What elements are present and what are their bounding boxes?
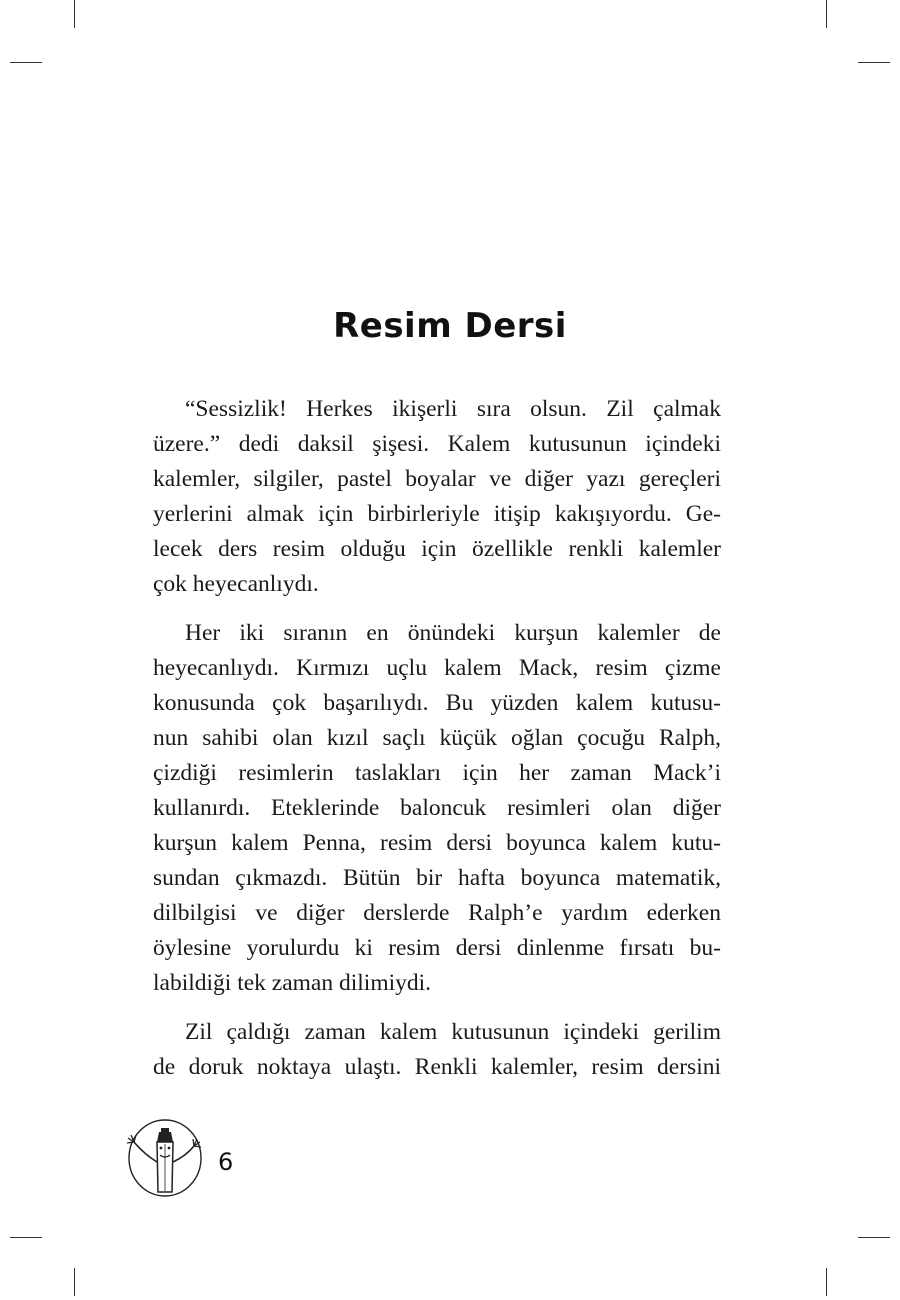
text-line: üzere.” dedi daksil şişesi. Kalem kutusunun içindeki: [153, 431, 721, 457]
body-text: [153, 392, 721, 1085]
text-line: kalemler, silgiler, pastel boyalar ve diğer yazı gereçleri: [153, 466, 721, 492]
text-line: heyecanlıydı. Kırmızı uçlu kalem Mack, resim çizme: [153, 655, 721, 681]
text-line: “Sessizlik! Herkes ikişerli sıra olsun. Zil çalmak: [185, 396, 721, 422]
text-line: yerlerini almak için birbirleriyle itişip kakışıyordu. Ge-: [153, 501, 721, 527]
chapter-title: Resim Dersi: [333, 306, 567, 346]
text-line: çok heyecanlıydı.: [153, 571, 319, 597]
crop-mark: [74, 0, 75, 28]
text-line: sundan çıkmazdı. Bütün bir hafta boyunca matematik,: [153, 865, 721, 891]
crop-mark: [826, 0, 827, 28]
page-number: 6: [218, 1148, 234, 1176]
text-line: çizdiği resimlerin taslakları için her zaman Mack’i: [153, 760, 721, 786]
crop-mark: [74, 1268, 75, 1296]
pencil-character-icon: [124, 1112, 206, 1198]
crop-mark: [858, 1237, 890, 1238]
crop-mark: [10, 62, 42, 63]
text-line: öylesine yorulurdu ki resim dersi dinlenme fırsatı bu-: [153, 935, 721, 961]
text-line: konusunda çok başarılıydı. Bu yüzden kalem kutusu-: [153, 690, 721, 716]
text-line: kullanırdı. Eteklerinde baloncuk resimleri olan diğer: [153, 795, 721, 821]
text-line: nun sahibi olan kızıl saçlı küçük oğlan çocuğu Ralph,: [153, 725, 721, 751]
crop-mark: [826, 1268, 827, 1296]
text-line: lecek ders resim olduğu için özellikle renkli kalemler: [153, 536, 721, 562]
text-line: labildiği tek zaman dilimiydi.: [153, 970, 432, 996]
text-line: dilbilgisi ve diğer derslerde Ralph’e yardım ederken: [153, 900, 721, 926]
crop-mark: [10, 1237, 42, 1238]
text-line: kurşun kalem Penna, resim dersi boyunca kalem kutu-: [153, 830, 721, 856]
text-line: Her iki sıranın en önündeki kurşun kalemler de: [185, 620, 721, 646]
text-line: de doruk noktaya ulaştı. Renkli kalemler, resim dersini: [153, 1054, 721, 1080]
crop-mark: [858, 62, 890, 63]
text-line: Zil çaldığı zaman kalem kutusunun içindeki gerilim: [185, 1019, 721, 1045]
